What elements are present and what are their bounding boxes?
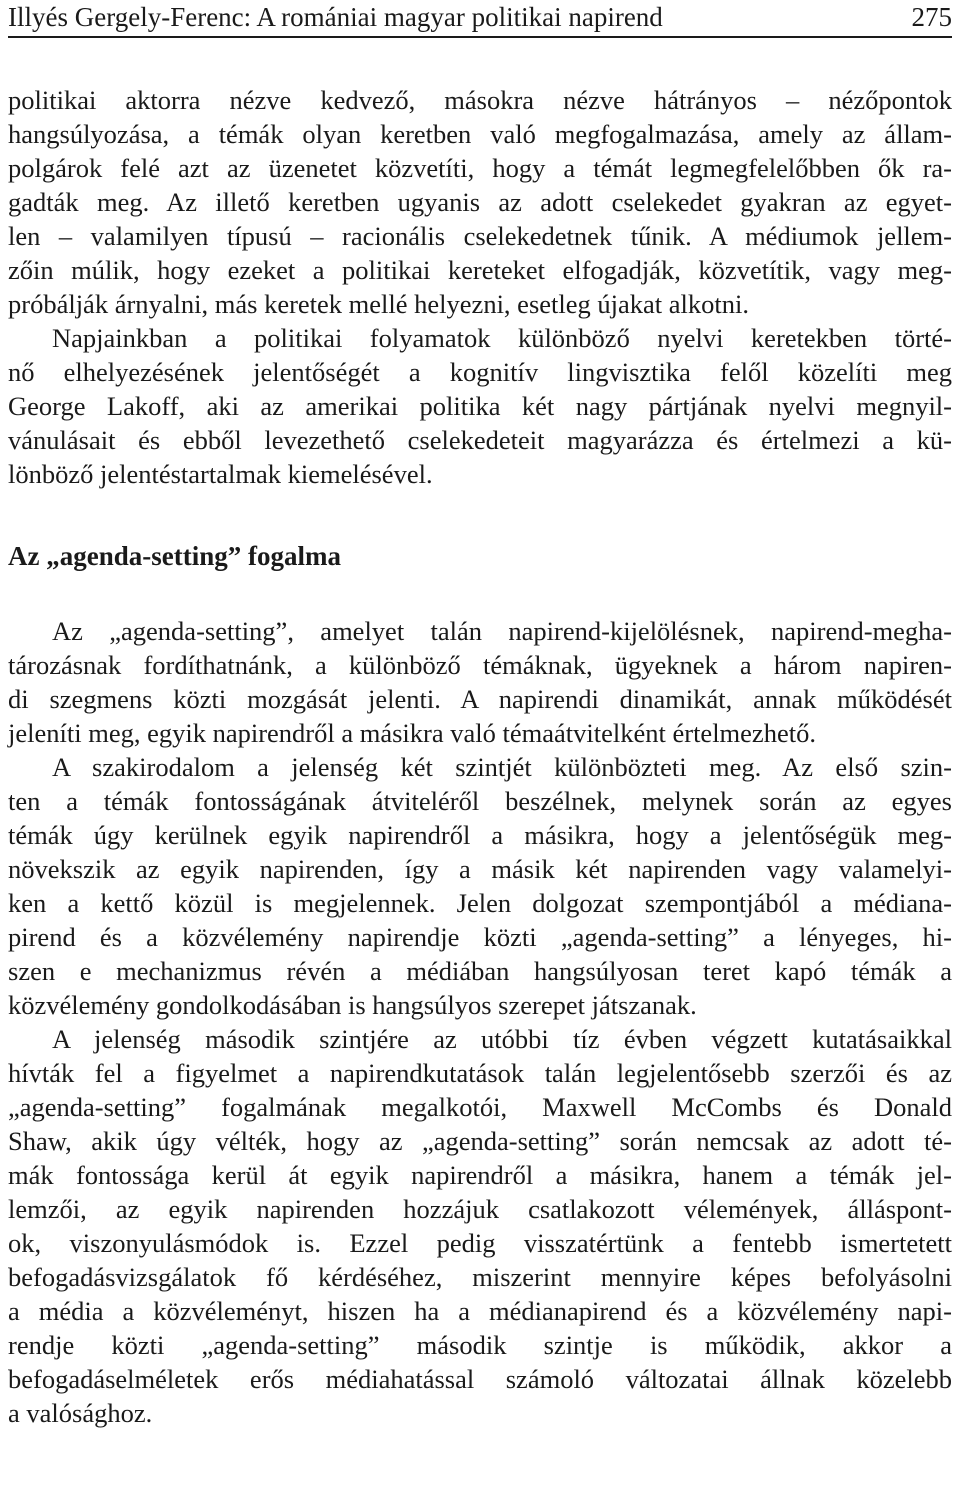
text-line: gadták meg. Az illető keretben ugyanis az adott cselekedet gyakran az egyet-: [8, 187, 952, 217]
text-line: „agenda-setting” fogalmának megalkotói, Maxwell McCombs és Donald: [8, 1092, 952, 1122]
text-line: Shaw, akik úgy vélték, hogy az „agenda-setting” során nemcsak az adott té-: [8, 1126, 952, 1156]
text-line: mák fontossága kerül át egyik napirendről a másikra, hanem a témák jel-: [8, 1160, 952, 1190]
page-number: 275: [911, 2, 952, 32]
text-line: len – valamilyen típusú – racionális cselekedetnek tűnik. A médiumok jellem-: [8, 221, 952, 251]
text-line: hívták fel a figyelmet a napirendkutatások talán legjelentősebb szerzői és az: [8, 1058, 952, 1088]
text-line: közvélemény gondolkodásában is hangsúlyos szerepet játszanak.: [8, 990, 697, 1020]
text-line: növekszik az egyik napirenden, így a másik két napirenden vagy valamelyi-: [8, 854, 952, 884]
text-line: témák úgy kerülnek egyik napirendről a másikra, hogy a jelentőségük meg-: [8, 820, 952, 850]
text-line: Az „agenda-setting”, amelyet talán napirend-kijelölésnek, napirend-megha-: [52, 616, 952, 646]
text-line: jeleníti meg, egyik napirendről a másikra való témaátvitelként értelmezhető.: [8, 718, 816, 748]
text-line: vánulásait és ebből levezethető cselekedeteit magyarázza és értelmezi a kü-: [8, 425, 952, 455]
text-line: tározásnak fordíthatnánk, a különböző témáknak, ügyeknek a három napiren-: [8, 650, 952, 680]
text-line: hangsúlyozása, a témák olyan keretben való megfogalmazása, amely az állam-: [8, 119, 952, 149]
text-line: befogadáselméletek erős médiahatással számoló változatai állnak közelebb: [8, 1364, 952, 1394]
section-heading: Az „agenda-setting” fogalma: [8, 541, 341, 571]
text-line: rendje közti „agenda-setting” második szintje is működik, akkor a: [8, 1330, 952, 1360]
running-header: [8, 0, 952, 38]
text-line: a valósághoz.: [8, 1398, 153, 1428]
text-line: lemzői, az egyik napirenden hozzájuk csatlakozott vélemények, álláspont-: [8, 1194, 952, 1224]
document-page: [8, 0, 952, 1430]
text-line: ken a kettő közül is megjelennek. Jelen dolgozat szempontjából a médiana-: [8, 888, 952, 918]
text-line: szen e mechanizmus révén a médiában hangsúlyosan teret kapó témák a: [8, 956, 952, 986]
text-line: ten a témák fontosságának átviteléről beszélnek, melynek során az egyes: [8, 786, 952, 816]
text-line: polgárok felé azt az üzenetet közvetíti, hogy a témát legmegfelelőbben ők ra-: [8, 153, 952, 183]
text-line: A szakirodalom a jelenség két szintjét különbözteti meg. Az első szin-: [52, 752, 952, 782]
text-line: A jelenség második szintjére az utóbbi tíz évben végzett kutatásaikkal: [52, 1024, 952, 1054]
text-line: politikai aktorra nézve kedvező, másokra nézve hátrányos – nézőpontok: [8, 85, 952, 115]
paragraph-framing: [8, 83, 952, 491]
text-line: próbálják árnyalni, más keretek mellé helyezni, esetleg újakat alkotni.: [8, 289, 749, 319]
text-line: zőin múlik, hogy ezeket a politikai kereteket elfogadják, közvetítik, vagy meg-: [8, 255, 952, 285]
running-title: Illyés Gergely-Ferenc: A romániai magyar politikai napirend: [8, 2, 663, 32]
text-line: nő elhelyezésének jelentőségét a kognitív lingvisztika felől közelíti meg: [8, 357, 952, 387]
text-line: ok, viszonyulásmódok is. Ezzel pedig visszatértünk a fentebb ismertetett: [8, 1228, 952, 1258]
text-line: Napjainkban a politikai folyamatok különböző nyelvi keretekben törté-: [52, 323, 952, 353]
text-line: a média a közvéleményt, hiszen ha a médianapirend és a közvélemény napi-: [8, 1296, 952, 1326]
text-line: lönböző jelentéstartalmak kiemelésével.: [8, 459, 433, 489]
text-line: George Lakoff, aki az amerikai politika két nagy pártjának nyelvi megnyil-: [8, 391, 952, 421]
text-line: di szegmens közti mozgását jelenti. A napirendi dinamikát, annak működését: [8, 684, 952, 714]
text-line: pirend és a közvélemény napirendje közti „agenda-setting” a lényeges, hi-: [8, 922, 952, 952]
paragraph-agenda-setting: [8, 614, 952, 1430]
text-line: befogadásvizsgálatok fő kérdéséhez, miszerint mennyire képes befolyásolni: [8, 1262, 952, 1292]
